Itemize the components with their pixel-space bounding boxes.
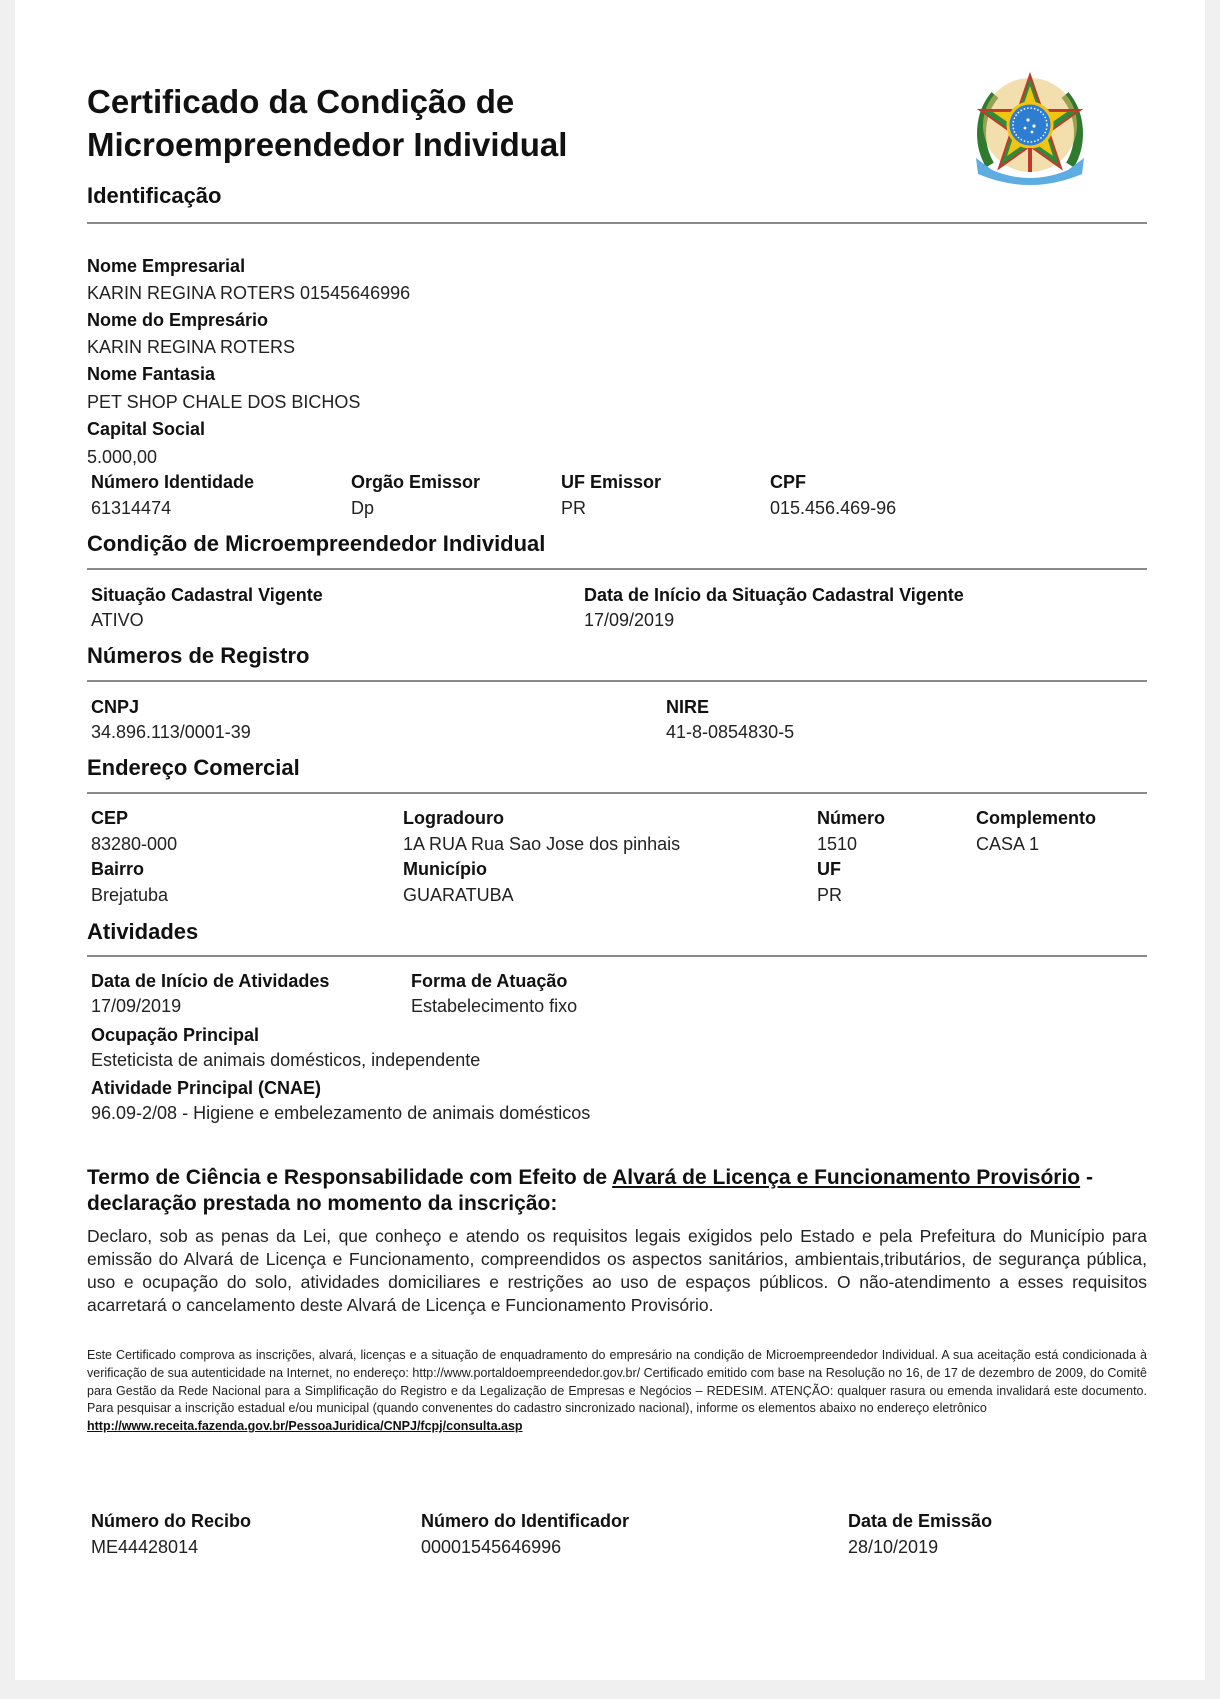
numero-label: Número bbox=[817, 808, 886, 828]
ocupacao-principal-value: Esteticista de animais domésticos, independente bbox=[91, 1050, 481, 1070]
termo-body: Declaro, sob as penas da Lei, que conheço e atendo os requisitos legais exigidos pelo Estado e pela Prefeitura do Município para emissão do Alvará de Licença e Funcionamento, compreendidos os aspectos sanitários, ambientais,tributários, de segurança pública, uso e ocupação do solo, atividades domiciliares e restrições ao uso de espaços públicos. O não-atendimento a esses requisitos acarretará o cancelamento deste Alvará de Licença e Funcionamento Provisório. bbox=[87, 1226, 1147, 1315]
capital-social-value: 5.000,00 bbox=[87, 447, 158, 467]
data-emissao-value: 28/10/2019 bbox=[848, 1537, 939, 1557]
complemento-label: Complemento bbox=[976, 808, 1097, 828]
section-divider bbox=[87, 222, 1147, 224]
nome-empresario-value: KARIN REGINA ROTERS bbox=[87, 337, 296, 357]
title-line-2: Microempreendedor Individual bbox=[87, 126, 568, 163]
document-title bbox=[87, 80, 567, 166]
ocupacao-principal-label: Ocupação Principal bbox=[91, 1025, 260, 1045]
termo-title-part2: - declaração prestada no momento da inscrição: bbox=[87, 1166, 1093, 1215]
uf-emissor-label: UF Emissor bbox=[561, 472, 662, 492]
data-inicio-atividades-value: 17/09/2019 bbox=[91, 996, 182, 1016]
complemento-value: CASA 1 bbox=[976, 834, 1040, 854]
numero-identidade-value: 61314474 bbox=[91, 498, 172, 518]
section-heading-registro: Números de Registro bbox=[87, 643, 310, 668]
orgao-emissor-label: Orgão Emissor bbox=[351, 472, 481, 492]
fine-print-text: Este Certificado comprova as inscrições, alvará, licenças e a situação de enquadramento do empresário na condição de Microempreendedor Individual. A sua aceitação está condicionada à verificação de sua autenticidade na Internet, no endereço: http://www.portaldoempreendedor.gov.br/ Certificado emitido com base na Resolução no 16, de 17 de dezembro de 2009, do Comitê para Gestão da Rede Nacional para a Simplificação do Registro e da Legalização de Empresas e Negócios – REDESIM. ATENÇÃO: qualquer rasura ou emenda invalidará este documento. Para pesquisar a inscrição estadual e/ou municipal (quando convenentes do cadastro sincronizado nacional), informe os elementos abaixo no endereço eletrônico bbox=[87, 1348, 1147, 1416]
data-emissao-label: Data de Emissão bbox=[848, 1511, 993, 1531]
situacao-cadastral-label: Situação Cadastral Vigente bbox=[91, 585, 323, 605]
uf-emissor-value: PR bbox=[561, 498, 587, 518]
forma-atuacao-value: Estabelecimento fixo bbox=[411, 996, 578, 1016]
bairro-label: Bairro bbox=[91, 859, 145, 879]
section-divider bbox=[87, 955, 1147, 957]
nome-empresarial-label: Nome Empresarial bbox=[87, 256, 246, 276]
receita-consulta-link[interactable]: http://www.receita.fazenda.gov.br/PessoaJuridica/CNPJ/fcpj/consulta.asp bbox=[87, 1419, 523, 1434]
numero-identidade-label: Número Identidade bbox=[91, 472, 255, 492]
numero-identificador-value: 00001545646996 bbox=[421, 1537, 562, 1557]
cep-label: CEP bbox=[91, 808, 129, 828]
situacao-cadastral-value: ATIVO bbox=[91, 610, 144, 630]
cnae-value: 96.09-2/08 - Higiene e embelezamento de animais domésticos bbox=[91, 1103, 591, 1123]
cep-value: 83280-000 bbox=[91, 834, 178, 854]
cpf-value: 015.456.469-96 bbox=[770, 498, 897, 518]
nome-fantasia-label: Nome Fantasia bbox=[87, 364, 216, 384]
title-line-1: Certificado da Condição de bbox=[87, 83, 515, 120]
certificate-page bbox=[15, 0, 1205, 1680]
nome-empresario-label: Nome do Empresário bbox=[87, 310, 269, 330]
nire-label: NIRE bbox=[666, 697, 710, 717]
cnae-label: Atividade Principal (CNAE) bbox=[91, 1078, 322, 1098]
section-heading-identificacao: Identificação bbox=[87, 183, 222, 208]
termo-title-part1: Termo de Ciência e Responsabilidade com Efeito de bbox=[87, 1166, 613, 1189]
bairro-value: Brejatuba bbox=[91, 885, 169, 905]
section-divider bbox=[87, 568, 1147, 570]
brazil-coat-of-arms-icon bbox=[970, 70, 1090, 188]
logradouro-value: 1A RUA Rua Sao Jose dos pinhais bbox=[403, 834, 681, 854]
uf-value: PR bbox=[817, 885, 843, 905]
nome-fantasia-value: PET SHOP CHALE DOS BICHOS bbox=[87, 392, 361, 412]
numero-recibo-value: ME44428014 bbox=[91, 1537, 199, 1557]
municipio-value: GUARATUBA bbox=[403, 885, 514, 905]
cpf-label: CPF bbox=[770, 472, 806, 492]
section-divider bbox=[87, 792, 1147, 794]
logradouro-label: Logradouro bbox=[403, 808, 504, 828]
data-inicio-situacao-value: 17/09/2019 bbox=[584, 610, 675, 630]
forma-atuacao-label: Forma de Atuação bbox=[411, 971, 568, 991]
numero-recibo-label: Número do Recibo bbox=[91, 1511, 252, 1531]
municipio-label: Município bbox=[403, 859, 487, 879]
termo-title-underlined: Alvará de Licença e Funcionamento Provisório bbox=[612, 1166, 1081, 1189]
uf-label: UF bbox=[817, 859, 841, 879]
fine-print bbox=[87, 1347, 1147, 1436]
nire-value: 41-8-0854830-5 bbox=[666, 722, 795, 742]
numero-value: 1510 bbox=[817, 834, 858, 854]
nome-empresarial-value: KARIN REGINA ROTERS 01545646996 bbox=[87, 283, 411, 303]
capital-social-label: Capital Social bbox=[87, 419, 206, 439]
cnpj-label: CNPJ bbox=[91, 697, 140, 717]
termo-title bbox=[87, 1165, 1147, 1217]
orgao-emissor-value: Dp bbox=[351, 498, 375, 518]
section-heading-endereco: Endereço Comercial bbox=[87, 755, 300, 780]
section-divider bbox=[87, 680, 1147, 682]
numero-identificador-label: Número do Identificador bbox=[421, 1511, 630, 1531]
section-heading-atividades: Atividades bbox=[87, 919, 199, 944]
cnpj-value: 34.896.113/0001-39 bbox=[91, 722, 251, 742]
data-inicio-atividades-label: Data de Início de Atividades bbox=[91, 971, 330, 991]
data-inicio-situacao-label: Data de Início da Situação Cadastral Vigente bbox=[584, 585, 964, 605]
section-heading-condicao: Condição de Microempreendedor Individual bbox=[87, 531, 546, 556]
